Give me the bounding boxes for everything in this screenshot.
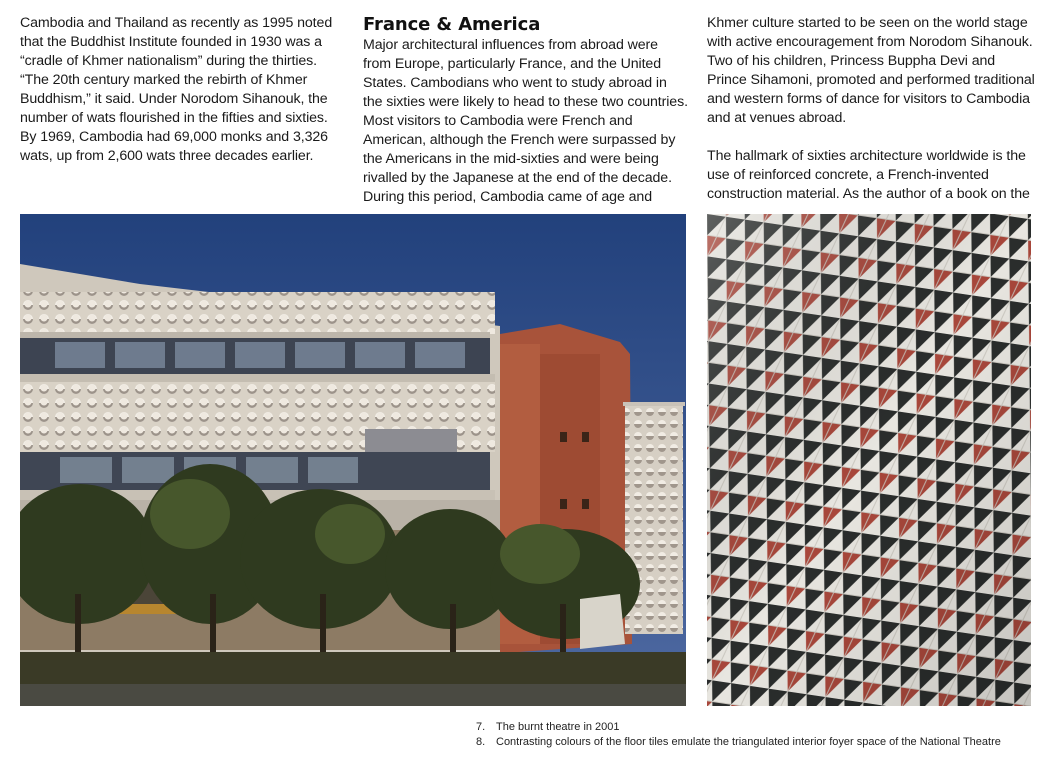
paragraph-concrete: The hallmark of sixties architecture worldwide is the use of reinforced concrete, a French-invented construction material. As the author of a book on the xyxy=(707,148,1030,202)
text-column-3 xyxy=(707,14,1037,204)
caption-number: 8. xyxy=(476,736,486,748)
caption-text: Contrasting colours of the floor tiles emulate the triangulated interior foyer space of the National Theatre xyxy=(496,736,1001,748)
floor-tiles-photo xyxy=(707,214,1031,706)
theatre-photo xyxy=(20,214,686,706)
paragraph-culture: Khmer culture started to be seen on the world stage with active encouragement from Norodom Sihanouk. Two of his children, Princess Buppha Devi and Prince Sihamoni, promoted and performed traditional and western forms of dance for visitors to Cambodia and at venues abroad. xyxy=(707,15,1035,126)
caption-7 xyxy=(476,720,620,734)
paragraph-buddhism: Cambodia and Thailand as recently as 1995 noted that the Buddhist Institute founded in 1930 was a “cradle of Khmer nationalism” during the thirties. “The 20th century marked the rebirth of Khmer Buddhism,” it said. Under Norodom Sihanouk, the number of wats flourished in the fifties and sixties. By 1969, Cambodia had 69,000 monks and 3,326 wats, up from 2,600 wats three decades earlier. xyxy=(20,15,333,164)
caption-number: 7. xyxy=(476,721,486,733)
text-column-1 xyxy=(20,14,340,166)
paragraph-influences: Major architectural influences from abroad were from Europe, particularly France, and the United States. Cambodians who went to study abroad in the sixties were likely to head to these two countries. Most visitors to Cambodia were French and American, although the French were surpassed by the Americans in the mid-sixties and were being rivalled by the Japanese at the end of the decade. During this period, Cambodia came of age and xyxy=(363,37,688,205)
text-column-2 xyxy=(363,14,688,207)
caption-8 xyxy=(476,735,1001,749)
section-heading: France & America xyxy=(363,14,541,35)
caption-text: The burnt theatre in 2001 xyxy=(496,721,620,733)
